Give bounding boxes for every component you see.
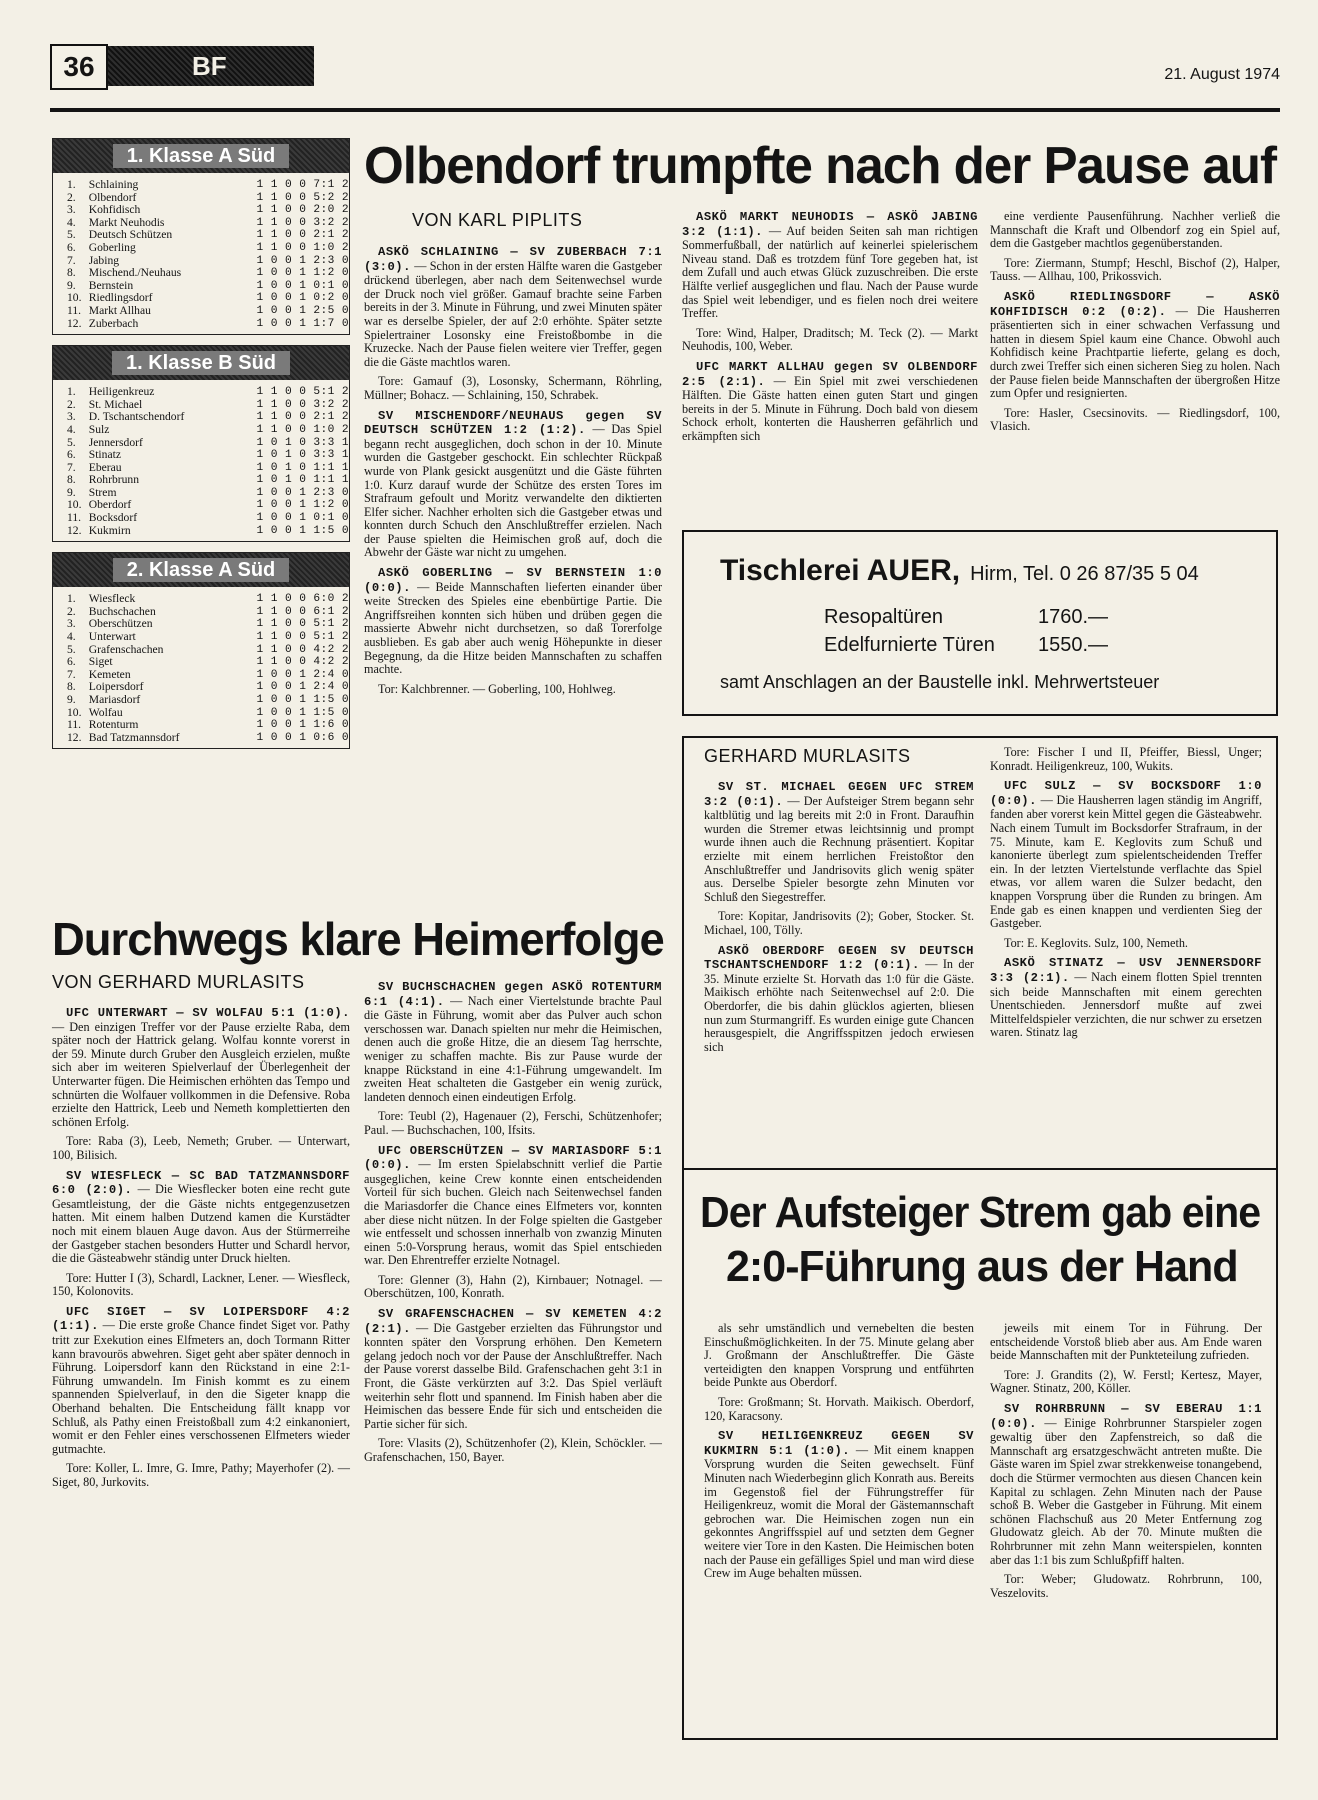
article-paragraph (990, 210, 1280, 251)
paragraph-text: — Nach einem flotten Spiel trennten sich beide Mannschaften mit einem gerechten Unentschieden. Jennersdorf mußte auf zwei Mittelfeldspieler verzichten, die nur schwer zu ersetzen waren. Stinatz lag (990, 969, 1263, 1040)
table-row (67, 424, 349, 437)
article-paragraph (990, 1369, 1262, 1396)
team-record: 1 0 0 1 2:4 0 (256, 668, 349, 681)
article-paragraph (364, 1307, 662, 1431)
team-record: 1 1 0 0 5:1 2 (256, 386, 349, 399)
row-position: 6. (67, 448, 76, 462)
article-column (704, 1322, 974, 1587)
article-paragraph (704, 944, 974, 1055)
match-heading: UFC SULZ — SV BOCKSDORF 1:0 (0:0). (990, 779, 1262, 808)
article-paragraph (704, 780, 974, 904)
row-position: 8. (67, 473, 76, 487)
article-column (682, 210, 978, 450)
team-record: 1 1 0 0 2:0 2 (256, 204, 349, 217)
team-record: 1 0 1 0 1:1 1 (256, 461, 349, 474)
row-position: 6. (67, 655, 76, 669)
article-column (364, 245, 662, 702)
article-paragraph (364, 245, 662, 369)
match-heading: ASKÖ RIEDLINGSDORF — ASKÖ KOHFIDISCH 0:2 (0:2). (990, 289, 1280, 319)
paragraph-text: — Das Spiel begann recht ausgeglichen, doch schon in der 10. Minute wurden die Gastgeber geschockt. Ein schlechter Rückpaß wurde von Plank gesickt ausgenützt und die Gäste führten 1:0. Kurz darauf wurde der Schütze des ersten Tores im Strafraum gefoult und Moritz verwandelte den diktierten Elfer sicher. Nachher erholten sich die Gastgeber etwas und konnten durch Schuch den Anschlußtreffer erzielen. Nach der Pause spielten die Heimischen groß auf, doch die Abwehr der Gäste war nicht zu umgehen. (364, 422, 662, 560)
team-record: 1 1 0 0 2:1 2 (256, 229, 349, 242)
page-header (50, 44, 1280, 102)
team-record: 1 1 0 0 1:0 2 (256, 423, 349, 436)
paragraph-text: Tore: Wind, Halper, Draditsch; M. Teck (2). — Markt Neuhodis, 100, Weber. (682, 325, 978, 354)
table-row (67, 267, 349, 280)
paragraph-text: Tore: Gamauf (3), Losonsky, Schermann, Röhrling, Müllner; Bohacz. — Schlaining, 150, Schrabek. (364, 374, 662, 402)
team-name: Wolfau (88, 705, 123, 719)
article-paragraph (364, 409, 662, 561)
team-name: Bocksdorf (88, 511, 138, 525)
match-heading: UFC SIGET — SV LOIPERSDORF 4:2 (1:1). (52, 1304, 350, 1334)
team-name: Mariasdorf (88, 693, 141, 706)
team-record: 1 1 0 0 7:1 2 (256, 179, 349, 191)
table-title: 2. Klasse A Süd (53, 553, 349, 587)
row-position: 4. (67, 630, 76, 644)
table-title: 1. Klasse B Süd (53, 346, 349, 380)
table-rows (67, 593, 349, 744)
standings-table (52, 552, 350, 749)
paragraph-text: — Im ersten Spielabschnitt verlief die Partie ausgeglichen, keine Crew konnte einen entscheidenden Vorteil für sich buchen. Gleich nach Seitenwechsel fanden die Mariasdorfer die Chance eines Elfmeters vor, konnten aber diese nicht nützen. In der Folge spielten die Gastgeber wie entfesselt und schossen innerhalb von zwanzig Minuten einen 5:0-Vorsprung heraus, womit das Spiel entschieden war. Den Ehrentreffer erzielte Notnagel. (364, 1157, 662, 1268)
row-position: 4. (67, 215, 76, 229)
team-name: Rotenturm (88, 718, 139, 732)
row-position: 2. (67, 397, 76, 411)
team-name: Stinatz (88, 448, 121, 462)
row-position: 1. (67, 385, 76, 399)
article-divider (682, 1168, 1278, 1170)
article-paragraph (990, 1322, 1262, 1363)
paragraph-text: — Schon in der ersten Hälfte waren die Gastgeber drückend überlegen, aber nach dem Seitenwechsel wurde der Druck noch viel größer. Gamauf brachte seine Farben bereits in der 3. Minute in Führung, und zwei Minuten später war es derselbe Spieler, der auf 2:0 erhöhte. Später setzte Spielertrainer Losonsky eine Freistoßbombe in die Kruzecke. Nach der Pause fielen weitere vier Treffer, gegen die die Gäste machtlos waren. (364, 258, 662, 369)
team-record: 1 1 0 0 6:0 2 (256, 593, 349, 606)
match-heading: UFC UNTERWART — SV WOLFAU 5:1 (1:0). (66, 1006, 350, 1020)
table-row (67, 593, 349, 606)
article-column (990, 210, 1280, 440)
team-record: 1 0 1 0 3:3 1 (256, 449, 349, 462)
table-row (67, 512, 349, 525)
team-name: Siget (88, 655, 113, 669)
article-headline: Olbendorf trumpfte nach der Pause auf (364, 137, 1277, 195)
row-position: 12. (67, 316, 82, 330)
ad-price: 1760.— (1038, 606, 1109, 628)
article-paragraph (364, 375, 662, 402)
team-name: Rohrbrunn (88, 473, 140, 487)
article-paragraph (990, 779, 1262, 931)
paragraph-text: eine verdiente Pausenführung. Nachher verließ die Mannschaft die Kraft und Olbendorf zog ein Spiel auf, dem die Gastgeber machtlos gegenüberstanden. (990, 209, 1280, 251)
match-heading: SV ROHRBRUNN — SV EBERAU 1:1 (0:0). (990, 1401, 1262, 1431)
ad-item: Edelfurnierte Türen (824, 634, 995, 656)
article-column (990, 1322, 1262, 1606)
team-name: Heiligenkreuz (88, 385, 155, 399)
match-heading: ASKÖ SCHLAINING — SV ZUBERBACH 7:1 (3:0). (364, 245, 662, 274)
match-heading: UFC OBERSCHÜTZEN — SV MARIASDORF 5:1 (0:0). (364, 1143, 662, 1173)
row-position: 7. (67, 667, 76, 681)
team-record: 1 0 0 1 1:5 0 (256, 524, 349, 537)
paragraph-text: — In der 35. Minute erzielte St. Horvath das 1:0 für die Gäste. Maikisch erhöhte nach Seitenwechsel auf 2:0. Die Oberdorfer, die bis dahin glücklos agierten, bliesen nun zum Sturmangriff. Es wurden einige gute Chancen herausgespielt, die Angriffsspitzen jedoch erwiesen sich (704, 957, 974, 1054)
article-column (704, 780, 974, 1060)
paragraph-text: Tore: Ziermann, Stumpf; Heschl, Bischof (2), Halper, Tauss. — Allhau, 100, Prikossvich. (990, 255, 1280, 284)
row-position: 1. (67, 178, 76, 191)
table-row (67, 732, 349, 745)
table-rows (67, 386, 349, 537)
paragraph-text: Tore: Hutter I (3), Schardl, Lackner, Lener. — Wiesfleck, 150, Kolonovits. (52, 1270, 350, 1299)
table-row (67, 179, 349, 192)
team-record: 1 0 0 1 2:3 0 (256, 486, 349, 499)
team-name: Markt Allhau (88, 303, 151, 317)
ad-phone: Hirm, Tel. 0 26 87/35 5 04 (970, 563, 1199, 585)
article-paragraph (990, 1573, 1262, 1600)
paragraph-text: Tore: Fischer I und II, Pfeiffer, Biessl, Unger; Konradt. Heiligenkreuz, 100, Wukits. (990, 745, 1262, 773)
team-name: St. Michael (88, 397, 143, 411)
article-paragraph (990, 407, 1280, 434)
row-position: 8. (67, 266, 76, 280)
team-record: 1 0 0 1 2:3 0 (256, 254, 349, 267)
team-record: 1 0 0 1 1:2 0 (256, 267, 349, 280)
paragraph-text: — Die Hausherren präsentierten sich in einer schwachen Verfassung und hatten in diesem Spiel kaum eine Chance. Obwohl auch Kohfidisch keine Prachtpartie lieferte, gelang es doch, durch zwei Treffer sich einen sicheren Sieg zu holen. Nach der Pause fielen beide Mannschaften der übergroßen Hitze zum Opfer und resignierten. (990, 303, 1280, 401)
paragraph-text: — Die Hausherren lagen ständig im Angriff, fanden aber vorerst kein Mittel gegen die Gästeabwehr. Nach einem Tumult im Bocksdorfer Strafraum, in der 75. Minute, kam E. Keglovits zum Schuß und kanonierte überlegt zum spielentscheidenden Treffer ein. In der letzten Viertelstunde verflachte das Spiel etwas, vor allem waren die Sulzer bedacht, den knappen Vorsprung über die Runden zu bringen. Am Ende gab es einen knappen und verdienten Sieg der Gastgeber. (990, 792, 1262, 931)
team-record: 1 1 0 0 4:2 2 (256, 656, 349, 669)
table-row (67, 449, 349, 462)
article-paragraph (52, 1272, 350, 1299)
article-paragraph (704, 1429, 974, 1581)
page-number: 36 (50, 44, 108, 90)
advertisement (682, 530, 1278, 716)
team-name: Kukmirn (88, 523, 131, 537)
table-row (67, 474, 349, 487)
ad-footer: samt Anschlagen an der Baustelle inkl. Mehrwertsteuer (720, 672, 1160, 692)
article-paragraph (704, 1396, 974, 1423)
article-paragraph (990, 937, 1262, 951)
article-paragraph (364, 1437, 662, 1464)
row-position: 10. (67, 291, 82, 305)
article-paragraph (682, 210, 978, 321)
table-row (67, 411, 349, 424)
match-heading: SV ST. MICHAEL GEGEN UFC STREM 3:2 (0:1). (704, 780, 974, 809)
article-paragraph (52, 1135, 350, 1162)
article-column (364, 980, 662, 1471)
article-paragraph (364, 566, 662, 677)
team-name: Buchschachen (88, 604, 156, 618)
row-position: 12. (67, 730, 82, 744)
team-name: Kemeten (88, 667, 131, 681)
publication-label: BF (108, 46, 314, 86)
match-heading: ASKÖ MARKT NEUHODIS — ASKÖ JABING 3:2 (1:1). (682, 210, 978, 239)
issue-date: 21. August 1974 (1164, 66, 1280, 83)
team-name: Riedlingsdorf (88, 291, 153, 305)
article-headline: Der Aufsteiger Strem gab eine (700, 1188, 1261, 1237)
paragraph-text: Tore: Koller, L. Imre, G. Imre, Pathy; Mayerhofer (2). — Siget, 80, Jurkovits. (52, 1461, 350, 1489)
team-record: 1 0 0 1 2:5 0 (256, 304, 349, 317)
team-record: 1 0 0 1 0:2 0 (256, 292, 349, 305)
article-byline: VON KARL PIPLITS (412, 210, 583, 230)
table-title: 1. Klasse A Süd (53, 139, 349, 173)
row-position: 11. (67, 511, 82, 525)
standings-table (52, 345, 350, 542)
row-position: 3. (67, 410, 76, 424)
row-position: 9. (67, 485, 76, 499)
ad-item: Resopaltüren (824, 606, 943, 628)
row-position: 8. (67, 680, 76, 694)
match-heading: SV WIESFLECK — SC BAD TATZMANNSDORF 6:0 (2:0). (52, 1168, 350, 1198)
team-name: Zuberbach (88, 316, 139, 330)
article-paragraph (52, 1006, 350, 1129)
table-row (67, 242, 349, 255)
paragraph-text: — Beide Mannschaften lieferten einander über weite Strecken des Spieles eine ebenbürtige Partie. Die Angriffsreihen konnten sich hüben und drüben gegen die massierte Abwehr nicht durchsetzen, so daß Torerfolge ausblieben. Es gab aber auch wenig Höhepunkte in dieser Begegnung, da die Hitze beiden Mannschaften zu schaffen machte. (364, 579, 662, 677)
row-position: 7. (67, 253, 76, 267)
article-paragraph (682, 360, 978, 444)
paragraph-text: — Die erste große Chance findet Siget vor. Pathy tritt zur Exekution eines Elfmeters an, doch Tormann Ritter kann bravourös abwehren. Siget geht aber später dennoch in Führung. Loipersdorf kann den Rückstand in eine 2:1-Führung umwandeln. Im Finish kommt es zu einem spannenden Spielverlauf, in den die Sigeter knapp die Oberhand behalten. Die Entscheidung fällt knapp vor Schluß, als Pathy einen Freistoßball zum 4:2 einkanoniert, womit er den Fehler eines verschossenen Elfmeters wieder gutmachte. (52, 1318, 350, 1456)
table-row (67, 656, 349, 669)
team-name: Oberschützen (88, 617, 153, 631)
team-name: Bad Tatzmannsdorf (88, 730, 180, 744)
paragraph-text: Tor: Weber; Gludowatz. Rohrbrunn, 100, Veszelovits. (990, 1572, 1262, 1600)
team-record: 1 0 0 1 1:5 0 (256, 706, 349, 719)
article-paragraph (52, 1305, 350, 1457)
article-paragraph (52, 1462, 350, 1489)
team-name: Unterwart (88, 630, 136, 644)
article-paragraph (364, 1144, 662, 1268)
ad-company: Tischlerei AUER, (720, 554, 961, 587)
row-position: 4. (67, 422, 76, 436)
table-rows (67, 179, 349, 330)
team-name: Kohfidisch (88, 203, 141, 217)
team-name: Deutsch Schützen (88, 228, 173, 242)
match-heading: UFC MARKT ALLHAU gegen SV OLBENDORF 2:5 (2:1). (682, 359, 978, 389)
team-record: 1 1 0 0 5:1 2 (256, 631, 349, 644)
row-position: 1. (67, 592, 76, 606)
paragraph-text: — Die Wiesflecker boten eine recht gute Gesamtleistung, der die Gäste nichts entgegenzusetzen hatten. Mit einem halben Dutzend kamen die Kurstädter noch mit einem blauen Auge davon. Aus der Stürmerreihe der Gastgeber stachen besonders Hutter und Schardl hervor, die die Gästeabwehr ständig unter Druck hielten. (52, 1182, 350, 1266)
row-position: 11. (67, 718, 82, 732)
table-row (67, 305, 349, 318)
row-position: 12. (67, 523, 82, 537)
table-row (67, 386, 349, 399)
article-paragraph (990, 746, 1262, 773)
match-heading: SV BUCHSCHACHEN gegen ASKÖ ROTENTURM 6:1 (4:1). (364, 980, 662, 1009)
table-row (67, 525, 349, 538)
row-position: 11. (67, 303, 82, 317)
match-heading: SV GRAFENSCHACHEN — SV KEMETEN 4:2 (2:1). (364, 1307, 662, 1336)
team-record: 1 0 0 1 0:1 0 (256, 512, 349, 525)
paragraph-text: Tore: Hasler, Csecsinovits. — Riedlingsdorf, 100, Vlasich. (990, 405, 1280, 434)
team-name: D. Tschantschendorf (88, 410, 185, 424)
paragraph-text: — Einige Rohrbrunner Starspieler zogen gewaltig über den Zapfenstreich, so daß die Mannschaft arg ersatzgeschwächt antreten mußte. Die Gäste waren im Spiel zwar strekkenweise tonangebend, doch die Stürmer vermochten aus diesen Chancen kein Kapital zu schlagen. Zehn Minuten nach der Pause schoß B. Weber die Gastgeber in Führung. Mit einem schönen Flachschuß aus 20 Meter Entfernung zog Gludowatz gleich. Ab der 70. Minute mußten die Rohrbrunner mit zehn Mann weiterspielen, konnten aber das 1:1 bis zum Schlußpfiff halten. (990, 1415, 1262, 1567)
paragraph-text: — Auf beiden Seiten sah man richtigen Sommerfußball, der natürlich auf keinerlei spielerischem Niveau stand. Daß es trotzdem fünf Tore gegeben hat, ist dem Zufall und auch etwas Glück zuzuschreiben. Die erste Hälfte verlief ausgeglichen und flau. Nach der Pause wurde das Spiel weit lebendiger, und es fielen noch drei weitere Treffer. (682, 223, 979, 321)
paragraph-text: Tor: Kalchbrenner. — Goberling, 100, Hohlweg. (378, 681, 616, 696)
team-name: Markt Neuhodis (88, 215, 165, 229)
article-paragraph (364, 1274, 662, 1301)
match-heading: ASKÖ STINATZ — USV JENNERSDORF 3:3 (2:1). (990, 956, 1262, 985)
table-row (67, 631, 349, 644)
team-record: 1 0 0 1 0:6 0 (256, 731, 349, 744)
team-record: 1 1 0 0 1:0 2 (256, 241, 349, 254)
row-position: 3. (67, 203, 76, 217)
ad-price: 1550.— (1038, 634, 1109, 656)
table-row (67, 719, 349, 732)
standings-table (52, 138, 350, 335)
team-record: 1 1 0 0 3:2 2 (256, 216, 349, 229)
team-name: Mischend./Neuhaus (88, 266, 182, 280)
article-paragraph (990, 1402, 1262, 1567)
table-row (67, 694, 349, 707)
article-paragraph (364, 980, 662, 1104)
paragraph-text: Tore: Teubl (2), Hagenauer (2), Ferschi, Schützenhofer; Paul. — Buchschachen, 100, Ifsits. (364, 1109, 662, 1137)
team-name: Eberau (88, 460, 122, 474)
team-record: 1 1 0 0 5:2 2 (256, 191, 349, 204)
paragraph-text: Tore: Vlasits (2), Schützenhofer (2), Klein, Schöckler. — Grafenschachen, 150, Bayer. (364, 1436, 662, 1464)
row-position: 5. (67, 642, 76, 656)
team-record: 1 0 0 1 1:6 0 (256, 719, 349, 732)
paragraph-text: — Nach einer Viertelstunde brachte Paul die Gäste in Führung, womit aber das Pulver auch schon verschossen war. Danach spielten nur mehr die Heimischen, denen auch die große Hitze, die an diesem Tag herrschte, weniger zu schaffen machte. Bis zur Pause wurde der knappe Rückstand in eine 4:1-Führung umgewandelt. Im zweiten Heat schalteten die Gastgeber ein wenig zurück, landeten dennoch einen eindeutigen Erfolg. (364, 993, 662, 1104)
article-byline: VON GERHARD MURLASITS (52, 972, 305, 992)
paragraph-text: Tore: Raba (3), Leeb, Nemeth; Gruber. — Unterwart, 100, Bilisich. (52, 1134, 350, 1162)
paragraph-text: — Der Aufsteiger Strem begann sehr kaltblütig und lag bereits mit 2:0 in Front. Daraufhin wurden die Stremer etwas leichtsinnig und prompt wurde ihnen auch die Rechnung präsentiert. Kopitar erzielte mit einem herrlichen Freistoßtor den Anschlußtreffer und Jandrisovits glich wenig später aus. Derselbe Spieler besorgte zehn Minuten vor Schluß den Siegestreffer. (704, 793, 974, 904)
article-paragraph (52, 1169, 350, 1266)
team-name: Grafenschachen (88, 642, 164, 656)
standings-column (52, 138, 350, 749)
row-position: 9. (67, 693, 76, 706)
article-column (990, 746, 1262, 1046)
row-position: 7. (67, 460, 76, 474)
match-heading: ASKÖ OBERDORF GEGEN SV DEUTSCH TSCHANTSCHENDORF 1:2 (0:1). (704, 943, 974, 973)
paragraph-text: Tore: Kopitar, Jandrisovits (2); Gober, Stocker. St. Michael, 100, Tölly. (704, 909, 974, 937)
team-record: 1 1 0 0 2:1 2 (256, 411, 349, 424)
team-record: 1 0 0 1 0:1 0 (256, 279, 349, 292)
article-paragraph (364, 1110, 662, 1137)
team-record: 1 1 0 0 6:1 2 (256, 605, 349, 618)
row-position: 2. (67, 604, 76, 618)
article-headline: 2:0-Führung aus der Hand (726, 1242, 1238, 1291)
article-paragraph (682, 327, 978, 354)
paragraph-text: Tore: Glenner (3), Hahn (2), Kirnbauer; Notnagel. — Oberschützen, 100, Konrath. (364, 1272, 662, 1301)
paragraph-text: Tore: Großmann; St. Horvath. Maikisch. Oberdorf, 120, Karacsony. (704, 1394, 974, 1423)
team-name: Jabing (88, 253, 120, 267)
team-record: 1 1 0 0 5:1 2 (256, 618, 349, 631)
article-paragraph (990, 257, 1280, 284)
row-position: 10. (67, 705, 82, 719)
team-record: 1 0 1 0 1:1 1 (256, 474, 349, 487)
paragraph-text: — Mit einem knappen Vorsprung wurden die Seiten gewechselt. Fünf Minuten nach Wiederbeginn glich Konrath aus. Bereits im Gegenstoß fiel der Führungstreffer für Heiligenkreuz, womit die Moral der Gästemannschaft gebrochen war. Die Heimischen zogen nun ein gekonntes Angriffsspiel auf und setzten dem Gegner weitere vier Tore in den Kasten. Die Heimischen boten nach der Pause ein gefälliges Spiel und man wird diese Crew im Auge behalten müssen. (704, 1442, 974, 1581)
row-position: 10. (67, 498, 82, 512)
team-name: Oberdorf (88, 498, 132, 512)
row-position: 9. (67, 278, 76, 292)
row-position: 3. (67, 617, 76, 631)
team-name: Olbendorf (88, 190, 137, 204)
article-headline: Durchwegs klare Heimerfolge (52, 913, 664, 965)
article-paragraph (990, 290, 1280, 401)
team-record: 1 0 1 0 3:3 1 (256, 436, 349, 449)
table-row (67, 318, 349, 331)
row-position: 5. (67, 228, 76, 242)
paragraph-text: Tore: J. Grandits (2), W. Ferstl; Kertesz, Mayer, Wagner. Stinatz, 200, Köller. (990, 1367, 1262, 1396)
row-position: 5. (67, 435, 76, 449)
article-column (52, 1006, 350, 1496)
table-row (67, 204, 349, 217)
team-name: Schlaining (88, 178, 139, 191)
row-position: 2. (67, 190, 76, 204)
header-rule (50, 108, 1280, 112)
match-heading: SV HEILIGENKREUZ GEGEN SV KUKMIRN 5:1 (1:0). (704, 1429, 974, 1458)
paragraph-text: — Die Gastgeber erzielten das Führungstor und konnten später den Vorsprung erhöhen. Den Kemetern gelang jedoch noch vor der Pause der Anschlußtreffer. Nach der Pause vorerst dasselbe Bild. Grafenschachen geht 3:1 in Front, die Gäste verkürzten auf 3:2. Das Spiel verläuft weiterhin sehr flott und spannend. Im Finish haben aber die Heimischen das bessere Ende für sich und entscheiden die Partie sicher für sich. (364, 1320, 662, 1431)
team-name: Strem (88, 485, 117, 499)
team-name: Jennersdorf (88, 435, 143, 449)
paragraph-text: — Ein Spiel mit zwei verschiedenen Hälften. Die Gäste hatten einen guten Start und gingen bereits in der 5. Minute in Führung. Doch bald von diesem Schock erholt, konterten die Hausherren gefährlich und erkämpften sich (682, 373, 978, 443)
team-name: Loipersdorf (88, 680, 144, 694)
team-record: 1 1 0 0 3:2 2 (256, 398, 349, 411)
team-record: 1 0 0 1 1:7 0 (256, 317, 349, 330)
paragraph-text: jeweils mit einem Tor in Führung. Der entscheidende Vorstoß blieb aber aus. Am Ende waren beide Mannschaften mit der Punkteteilung zufrieden. (990, 1321, 1262, 1363)
article-paragraph (704, 910, 974, 937)
match-heading: ASKÖ GOBERLING — SV BERNSTEIN 1:0 (0:0). (364, 566, 662, 595)
team-record: 1 1 0 0 4:2 2 (256, 643, 349, 656)
team-record: 1 0 0 1 2:4 0 (256, 681, 349, 694)
team-name: Goberling (88, 240, 136, 254)
match-heading: SV MISCHENDORF/NEUHAUS gegen SV DEUTSCH SCHÜTZEN 1:2 (1:2). (364, 408, 662, 438)
team-record: 1 0 0 1 1:2 0 (256, 499, 349, 512)
paragraph-text: — Den einzigen Treffer vor der Pause erzielte Raba, dem später noch der Hattrick gelang. Wolfau konnte vorerst in der 59. Minute durch Gruber den Ausgleich erzielen, mußte sich aber im weiteren Spielverlauf der Überlegenheit der Unterwarter fügen. Die Heimischen erhöhten das Tempo und schnürten die Wolfauer vollkommen in die Defensive. Roba erzielte den Hattrick, Leeb und Nemeth komplettierten den schönen Erfolg. (52, 1019, 350, 1129)
article-paragraph (990, 956, 1262, 1040)
article-paragraph (364, 683, 662, 697)
article-paragraph (704, 1322, 974, 1390)
paragraph-text: Tor: E. Keglovits. Sulz, 100, Nemeth. (1004, 935, 1188, 950)
article-byline: GERHARD MURLASITS (704, 746, 911, 766)
team-record: 1 0 0 1 1:5 0 (256, 694, 349, 706)
paragraph-text: als sehr umständlich und vernebelten die besten Einschußmöglichkeiten. In der 75. Minute gelang aber J. Großmann der Anschlußtreffer. Die Gäste verteidigten den knappen Vorsprung und entführten beide Punkte aus Oberdorf. (704, 1321, 974, 1390)
row-position: 6. (67, 240, 76, 254)
team-name: Sulz (88, 422, 110, 436)
team-name: Bernstein (88, 278, 134, 292)
team-name: Wiesfleck (88, 592, 136, 606)
